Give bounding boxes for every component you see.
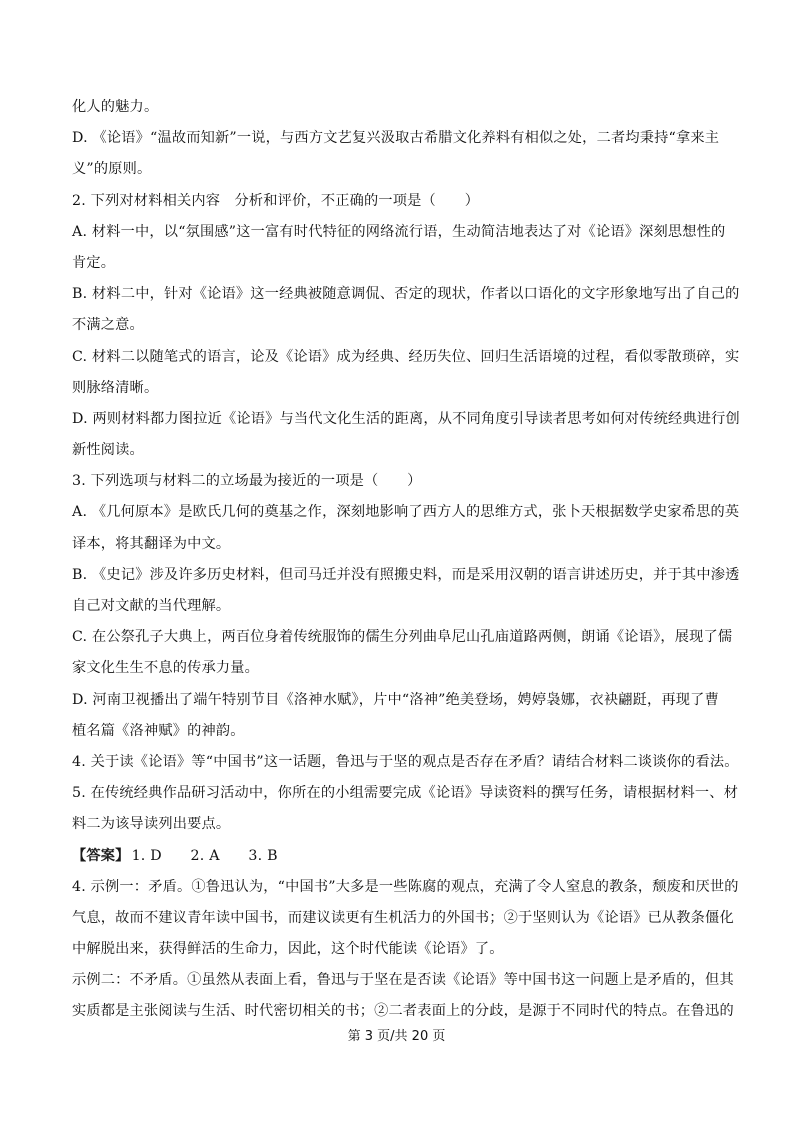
explanation-line: 4. 示例一：矛盾。①鲁迅认为，“中国书”大多是一些陈腐的观点，充满了令人窒息的教条，颓废和厌世的: [72, 878, 739, 895]
question-2-stem: 2. 下列对材料相关内容 分析和评价，不正确的一项是（ ）: [72, 192, 480, 209]
question-3-stem: 3. 下列选项与材料二的立场最为接近的一项是（ ）: [72, 473, 422, 490]
explanation-line: 中解脱出来，获得鲜活的生命力，因此，这个时代能读《论语》了。: [72, 941, 504, 958]
explanation-line: 气息，故而不建议青年读中国书，而建议读更有生机活力的外国书；②于坚则认为《论语》已从教条僵化: [72, 909, 734, 926]
text-line: 化人的魅力。: [72, 99, 159, 115]
text-line: 料二为该导读列出要点。: [72, 816, 231, 833]
document-body: [72, 92, 740, 1028]
option-line: C. 在公祭孔子大典上，两百位身着传统服饰的儒生分列曲阜尼山孔庙道路两侧，朗诵《论语》，展现了儒: [72, 629, 733, 646]
text-line: 肯定。: [72, 254, 116, 271]
text-line: D. 《论语》“温故而知新”一说，与西方文艺复兴汲取古希腊文化养料有相似之处，二者均秉持“拿来主: [72, 130, 720, 147]
option-line: B. 《史记》涉及许多历史材料，但司马迁并没有照搬史料，而是采用汉朝的语言讲述历史，并于其中渗透: [72, 566, 740, 583]
answer-tag: 【答案】: [72, 847, 130, 864]
option-line: D. 两则材料都力图拉近《论语》与当代文化生活的距离，从不同角度引导读者思考如何对传统经典进行创: [72, 410, 740, 427]
text-line: 译本，将其翻译为中文。: [72, 535, 231, 552]
answer-line: [72, 841, 724, 872]
question-5-stem: 5. 在传统经典作品研习活动中，你所在的小组需要完成《论语》导读资料的撰写任务，请根据材料一、材: [72, 785, 739, 802]
option-line: D. 河南卫视播出了端午特别节目《洛神水赋》，片中“洛神”绝美登场，娉婷袅娜，衣袂翩跹，再现了曹: [72, 691, 719, 708]
option-line: A. 材料一中，以“氛围感”这一富有时代特征的网络流行语，生动简洁地表达了对《论语》深刻思想性的: [72, 223, 726, 240]
answer-items: 1. D 2. A 3. B: [131, 847, 278, 864]
text-line: 家文化生生不息的传承力量。: [72, 660, 260, 677]
option-line: A. 《几何原本》是欧氏几何的奠基之作，深刻地影响了西方人的思维方式，张卜天根据数学史家希思的英: [72, 504, 740, 521]
explanation-line: 示例二：不矛盾。①虽然从表面上看，鲁迅与于坚在是否读《论语》等中国书这一问题上是矛盾的，但其: [72, 972, 734, 989]
question-4-stem: 4. 关于读《论语》等“中国书”这一话题，鲁迅与于坚的观点是否存在矛盾？请结合材料二谈谈你的看法。: [72, 753, 739, 770]
explanation-line: 实质都是主张阅读与生活、时代密切相关的书；②二者表面上的分歧，是源于不同时代的特点。在鲁迅的: [72, 1003, 734, 1020]
page-footer: 第 3 页/共 20 页: [347, 1029, 446, 1044]
text-line: 自己对文献的当代理解。: [72, 598, 231, 614]
text-line: 不满之意。: [72, 317, 144, 334]
text-line: 义”的原则。: [72, 161, 152, 178]
option-line: B. 材料二中，针对《论语》这一经典被随意调侃、否定的现状，作者以口语化的文字形象地写出了自己的: [72, 286, 740, 303]
text-line: 新性阅读。: [72, 442, 144, 459]
text-line: 植名篇《洛神赋》的神韵。: [72, 722, 245, 739]
option-line: C. 材料二以随笔式的语言，论及《论语》成为经典、经历失位、回归生活语境的过程，看似零散琐碎，实: [72, 348, 740, 365]
text-line: 则脉络清晰。: [72, 379, 159, 396]
